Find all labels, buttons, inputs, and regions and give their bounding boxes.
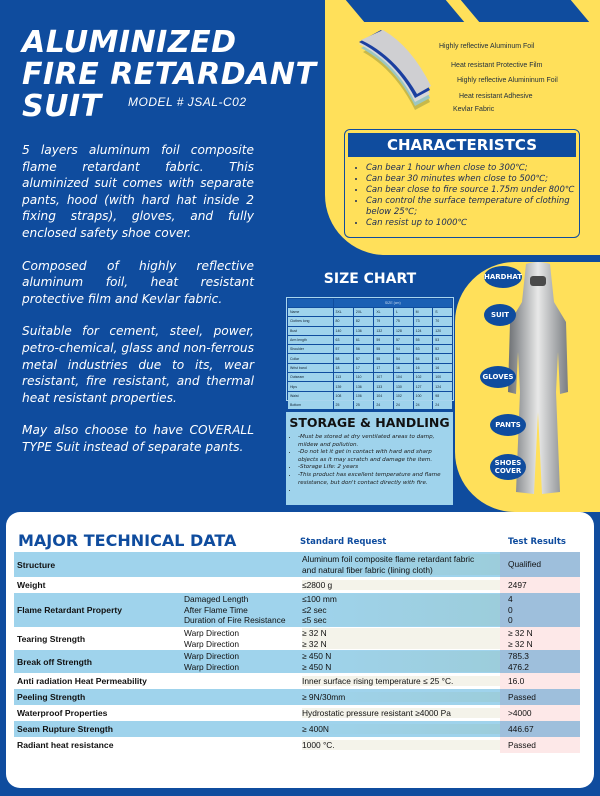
size-cell: 17 — [374, 364, 393, 372]
cell-standard — [302, 594, 500, 626]
size-cell: 55 — [374, 354, 393, 362]
storage-handling-box — [286, 412, 453, 505]
size-cell: 106 — [354, 392, 373, 400]
description-paragraph: May also choose to have COVERALL TYPE Suit instead of separate pants. — [22, 423, 254, 454]
size-cell: 59 — [374, 336, 393, 344]
size-cell: Arm length — [288, 336, 333, 344]
cell-line: ≤2 sec — [302, 604, 327, 615]
description-paragraph: 5 layers aluminum foil composite flame retardant fabric. This aluminized suit comes with separate pants, hood (with hard hat inside 2 fixing straps), gloves, and fully enclosed safety shoe cover. — [22, 143, 254, 240]
cell-result — [500, 593, 580, 627]
list-item: • Can bear 30 minutes when close to 500℃; — [366, 174, 580, 185]
size-cell: 54 — [394, 345, 413, 353]
cell-line: ≥ 450 N — [302, 661, 332, 672]
size-cell: 98 — [433, 392, 452, 400]
table-row — [288, 364, 452, 372]
cell-line: Passed — [508, 739, 536, 750]
cell-name: Tearing Strength — [17, 633, 86, 644]
size-cell: 73 — [414, 317, 433, 325]
table-row — [14, 721, 580, 737]
size-cell: 16 — [394, 364, 413, 372]
size-cell: 124 — [414, 327, 433, 335]
size-cell: 55 — [374, 345, 393, 353]
cell-sub — [184, 594, 302, 626]
cell-name: Radiant heat resistance — [17, 740, 114, 750]
size-cell: 57 — [334, 345, 353, 353]
list-item: • Can bear close to fire source 1.75m under 800℃ — [366, 185, 580, 196]
size-cell: 120 — [433, 327, 452, 335]
size-cell: 25 — [334, 401, 353, 409]
cell-name: Waterproof Properties — [17, 708, 108, 718]
cell-standard — [302, 740, 500, 751]
table-row — [14, 593, 580, 627]
size-cell: 108 — [334, 392, 353, 400]
size-cell: 82 — [354, 317, 373, 325]
cell-line: ≤2800 g — [302, 579, 333, 590]
label-pants: PANTS — [490, 414, 526, 436]
size-cell: 79 — [374, 317, 393, 325]
cell-result — [500, 721, 580, 737]
cell-line: 0 — [508, 615, 513, 626]
title-line: ALUMINIZED — [22, 25, 237, 60]
col-standard-header: Standard Request — [300, 537, 387, 547]
layer-label: Highly reflective Alumininum Foil — [457, 77, 558, 84]
size-cell: Hips — [288, 382, 333, 390]
size-cell: 136 — [354, 382, 373, 390]
size-cell: 113 — [334, 373, 353, 381]
list-item: • Can bear 1 hour when close to 300℃; — [366, 163, 580, 174]
cell-sub — [184, 651, 302, 672]
size-cell: 24 — [433, 401, 452, 409]
cell-line: 16.0 — [508, 675, 525, 686]
cell-result — [500, 737, 580, 753]
cell-result — [500, 673, 580, 689]
cell-name: Break off Strength — [17, 656, 92, 667]
cell-name: Structure — [17, 559, 56, 570]
size-column-header: 2XL — [354, 308, 373, 316]
size-column-header: M — [414, 308, 433, 316]
label-shoes-cover: SHOES COVER — [490, 454, 526, 480]
cell-line: ≥ 9N/30mm — [302, 691, 346, 702]
size-cell: 55 — [414, 336, 433, 344]
page-title — [22, 25, 317, 124]
cell-standard — [302, 651, 500, 672]
title-line: FIRE RETARDANT — [22, 57, 317, 92]
size-cell: 54 — [414, 354, 433, 362]
size-cell: Collar — [288, 354, 333, 362]
table-row — [288, 308, 452, 316]
col-results-header: Test Results — [508, 537, 566, 547]
cell-line: Damaged Length — [184, 594, 249, 605]
size-chart-title: SIZE CHART — [323, 271, 417, 287]
size-cell: 17 — [354, 364, 373, 372]
size-cell: 100 — [433, 373, 452, 381]
cell-name: Flame Retardant Property — [17, 605, 123, 615]
characteristics-title: CHARACTERISTCS — [348, 133, 576, 157]
cell-line: ≥ 32 N — [508, 628, 533, 638]
cell-result — [500, 552, 580, 577]
cell-standard — [302, 724, 500, 735]
cell-line: ≥ 32 N — [302, 628, 327, 638]
cell-line: Warp Direction — [184, 638, 240, 649]
label-hardhat: HARDHAT — [484, 266, 522, 288]
cell-line: ≥ 400N — [302, 723, 329, 734]
size-cell: 104 — [394, 373, 413, 381]
cell-standard — [302, 628, 500, 649]
technical-data-title: MAJOR TECHNICAL DATA — [18, 531, 237, 550]
cell-line: ≥ 32 N — [302, 638, 327, 649]
size-cell: 128 — [394, 327, 413, 335]
layer-label: Heat resistant Adhesive — [459, 93, 533, 100]
cell-line: Aluminum foil composite flame retardant fabric — [302, 554, 475, 564]
cell-result — [500, 705, 580, 721]
size-column-header: 3XL — [334, 308, 353, 316]
size-cell: 102 — [414, 373, 433, 381]
cell-name: Weight — [17, 580, 46, 590]
table-row — [288, 336, 452, 344]
layer-label: Highly reflective Aluminum Foil — [439, 43, 535, 50]
size-group-header: SIZE (cm) — [334, 299, 453, 307]
size-cell: 75 — [394, 317, 413, 325]
cell-name: Seam Rupture Strength — [17, 724, 113, 734]
table-row — [288, 373, 452, 381]
table-row — [14, 627, 580, 650]
cell-standard — [302, 692, 500, 703]
cell-line: 785.3 — [508, 651, 529, 661]
cell-line: Warp Direction — [184, 651, 240, 661]
cell-line: Qualified — [508, 559, 542, 570]
table-row — [14, 689, 580, 705]
description-paragraph: Composed of highly reflective aluminum foil, heat resistant protective film and Kevlar fabric. — [22, 258, 254, 306]
cell-standard — [302, 708, 500, 719]
decor-stripe — [346, 0, 464, 22]
table-row — [14, 673, 580, 689]
characteristics-list — [356, 163, 580, 229]
list-item: • -Do not let it get in contact with hard and sharp objects as it may scratch and damage the item. — [298, 449, 447, 464]
size-cell: 53 — [433, 354, 452, 362]
size-cell: 140 — [334, 327, 353, 335]
table-row — [288, 382, 452, 390]
size-cell: 80 — [334, 317, 353, 325]
cell-line: ≤5 sec — [302, 615, 327, 626]
cell-line: 2497 — [508, 579, 527, 590]
table-row — [14, 552, 580, 577]
size-cell: 104 — [374, 392, 393, 400]
cell-line: 1000 °C. — [302, 739, 335, 750]
cell-sub — [184, 628, 302, 649]
size-column-header: L — [394, 308, 413, 316]
size-cell: 57 — [394, 336, 413, 344]
size-cell: 16 — [433, 364, 452, 372]
size-column-header: S — [433, 308, 452, 316]
size-column-header: XL — [374, 308, 393, 316]
size-cell: 16 — [414, 364, 433, 372]
cell-line: 4 — [508, 594, 513, 605]
size-cell: Wrist band — [288, 364, 333, 372]
size-cell: 127 — [414, 382, 433, 390]
size-cell: 133 — [374, 382, 393, 390]
size-cell: 53 — [433, 336, 452, 344]
size-cell: Clothes long — [288, 317, 333, 325]
size-cell: 100 — [414, 392, 433, 400]
list-item — [298, 487, 447, 495]
size-cell: 70 — [433, 317, 452, 325]
cell-line: and natural fiber fabric (lining cloth) — [302, 564, 433, 575]
cell-line: 476.2 — [508, 661, 529, 672]
cell-line: 0 — [508, 604, 513, 615]
cell-standard — [302, 580, 500, 591]
cell-line: Warp Direction — [184, 661, 240, 672]
technical-data-table — [14, 552, 580, 753]
list-item: • -This product has excellent temperature and flame resistance, but don't contact directly with fire. — [298, 472, 447, 487]
table-row — [14, 737, 580, 753]
cell-line: ≤100 mm — [302, 594, 337, 605]
cell-result — [500, 689, 580, 705]
layer-label: Heat resistant Protective Film — [451, 62, 543, 69]
size-cell: 24 — [394, 401, 413, 409]
size-cell: 54 — [394, 354, 413, 362]
size-cell: Outseam — [288, 373, 333, 381]
size-cell: Shoulder — [288, 345, 333, 353]
table-row — [288, 327, 452, 335]
size-cell: 58 — [334, 354, 353, 362]
cell-result — [500, 627, 580, 650]
fabric-layers-illustration — [355, 30, 435, 120]
list-item: • Can control the surface temperature of clothing below 25℃; — [366, 196, 580, 218]
size-cell: Bust — [288, 327, 333, 335]
title-line: SUIT — [22, 89, 102, 124]
size-cell: 57 — [354, 354, 373, 362]
label-gloves: GLOVES — [480, 366, 516, 388]
cell-line: Passed — [508, 691, 536, 702]
size-cell: 52 — [433, 345, 452, 353]
cell-line: Hydrostatic pressure resistant ≥4000 Pa — [302, 707, 451, 718]
size-cell: 132 — [374, 327, 393, 335]
table-row — [288, 401, 452, 409]
cell-line: >4000 — [508, 707, 532, 718]
size-cell: 107 — [374, 373, 393, 381]
cell-line: Warp Direction — [184, 628, 240, 638]
size-cell: 61 — [354, 336, 373, 344]
cell-result — [500, 650, 580, 673]
size-chart-table — [286, 297, 454, 408]
size-cell: 136 — [354, 327, 373, 335]
cell-line: Inner surface rising temperature ≤ 25 °C. — [302, 675, 454, 686]
size-cell: 110 — [354, 373, 373, 381]
size-cell: 56 — [354, 345, 373, 353]
table-row — [14, 705, 580, 721]
label-suit: SUIT — [484, 304, 516, 326]
size-cell: 124 — [433, 382, 452, 390]
layer-label: Kevlar Fabric — [453, 106, 495, 113]
cell-name: Anti radiation Heat Permeability — [17, 676, 147, 686]
table-row — [14, 650, 580, 673]
size-cell: 24 — [414, 401, 433, 409]
size-cell: 24 — [374, 401, 393, 409]
table-row — [14, 577, 580, 593]
cell-line: 446.67 — [508, 723, 534, 734]
cell-line: After Flame Time — [184, 604, 248, 615]
cell-standard — [302, 676, 500, 687]
table-row — [288, 392, 452, 400]
list-item: • -Storage Life: 2 years — [298, 464, 447, 472]
cell-name: Peeling Strength — [17, 692, 86, 702]
table-row — [288, 345, 452, 353]
size-column-header: Name — [288, 308, 333, 316]
cell-line: ≥ 450 N — [302, 651, 332, 661]
size-cell: Waist — [288, 392, 333, 400]
cell-line: ≥ 32 N — [508, 638, 533, 649]
size-cell: 53 — [414, 345, 433, 353]
size-cell: 25 — [354, 401, 373, 409]
storage-title: STORAGE & HANDLING — [289, 415, 450, 430]
model-number: MODEL # JSAL-C02 — [128, 95, 247, 109]
size-cell: 130 — [394, 382, 413, 390]
cell-result — [500, 577, 580, 593]
size-cell: 102 — [394, 392, 413, 400]
table-row — [288, 317, 452, 325]
size-cell: Bottom — [288, 401, 333, 409]
cell-standard — [302, 554, 500, 575]
description — [22, 142, 254, 472]
table-row — [288, 354, 452, 362]
decor-stripe — [461, 0, 589, 22]
size-cell: 18 — [334, 364, 353, 372]
size-cell: 139 — [334, 382, 353, 390]
description-paragraph: Suitable for cement, steel, power, petro-chemical, glass and non-ferrous metal industries due to its, wear resistant, fire resistant, and thermal heat resistant properties. — [22, 324, 254, 405]
list-item: • Can resist up to 1000℃ — [366, 218, 580, 229]
cell-line: Duration of Fire Resistance — [184, 615, 286, 626]
size-cell: 63 — [334, 336, 353, 344]
list-item: • -Must be stored at dry ventilated areas to damp, mildew and pollution. — [298, 434, 447, 449]
